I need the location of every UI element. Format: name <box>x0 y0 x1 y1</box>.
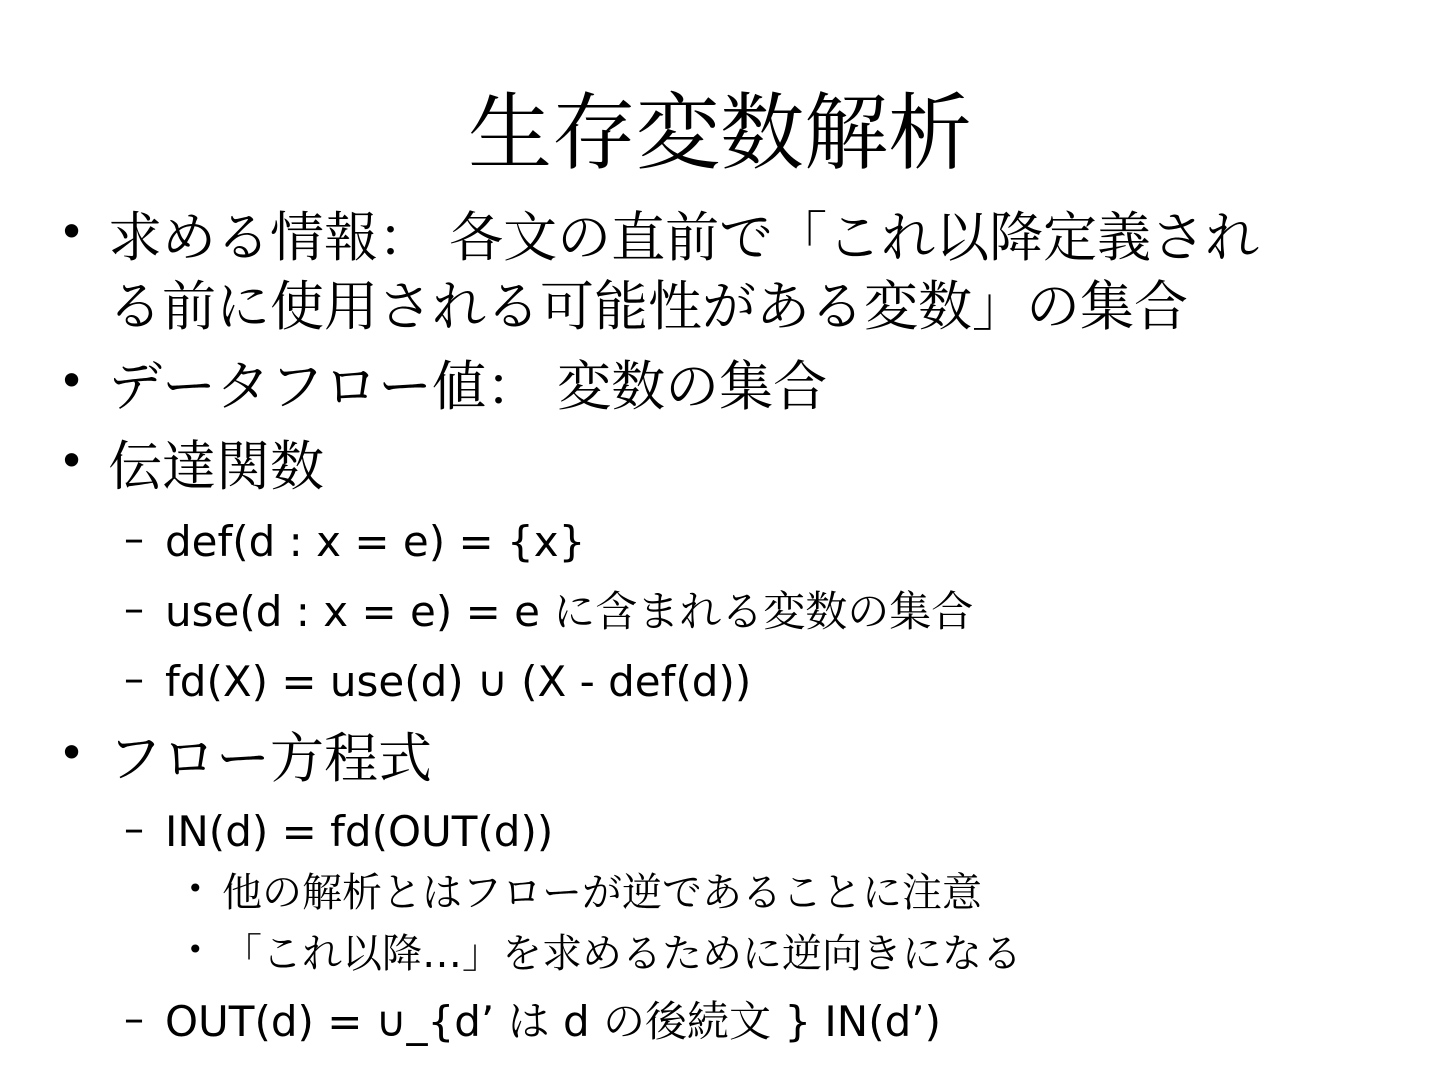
sub-sub-bullet-note-backward: 「これ以降…」を求めるために逆向きになる <box>222 931 1022 977</box>
bullet-marker: • <box>58 205 86 259</box>
sub-bullet-marker: – <box>124 586 144 632</box>
bullet-marker: • <box>58 354 86 408</box>
bullet-marker: • <box>58 726 86 780</box>
sub-sub-bullet-note-reverse: 他の解析とはフローが逆であることに注意 <box>222 870 982 916</box>
sub-bullet-marker: – <box>124 656 144 702</box>
bullet-text-flow-equation: フロー方程式 <box>108 727 432 790</box>
sub-bullet-def: def(d : x = e) = {x} <box>165 517 586 566</box>
bullet-text-info-line-2: る前に使用される可能性がある変数」の集合 <box>108 275 1188 338</box>
bullet-text-dataflow-value: データフロー値： 変数の集合 <box>108 355 828 418</box>
sub-bullet-marker: – <box>124 996 144 1042</box>
bullet-text-info-line-1: 求める情報： 各文の直前で「これ以降定義され <box>108 206 1260 269</box>
sub-sub-bullet-marker: • <box>187 872 204 905</box>
sub-bullet-fd: fd(X) = use(d) ∪ (X - def(d)) <box>165 657 752 706</box>
sub-bullet-use: use(d : x = e) = e に含まれる変数の集合 <box>165 587 974 636</box>
sub-sub-bullet-marker: • <box>187 933 204 966</box>
slide-title: 生存変数解析 <box>467 84 972 182</box>
sub-bullet-marker: – <box>124 516 144 562</box>
bullet-text-transfer-function: 伝達関数 <box>108 435 324 498</box>
sub-bullet-in: IN(d) = fd(OUT(d)) <box>165 807 554 856</box>
sub-bullet-marker: – <box>124 806 144 852</box>
sub-bullet-out: OUT(d) = ∪_{d’ は d の後続文 } IN(d’) <box>165 997 941 1046</box>
bullet-marker: • <box>58 434 86 488</box>
